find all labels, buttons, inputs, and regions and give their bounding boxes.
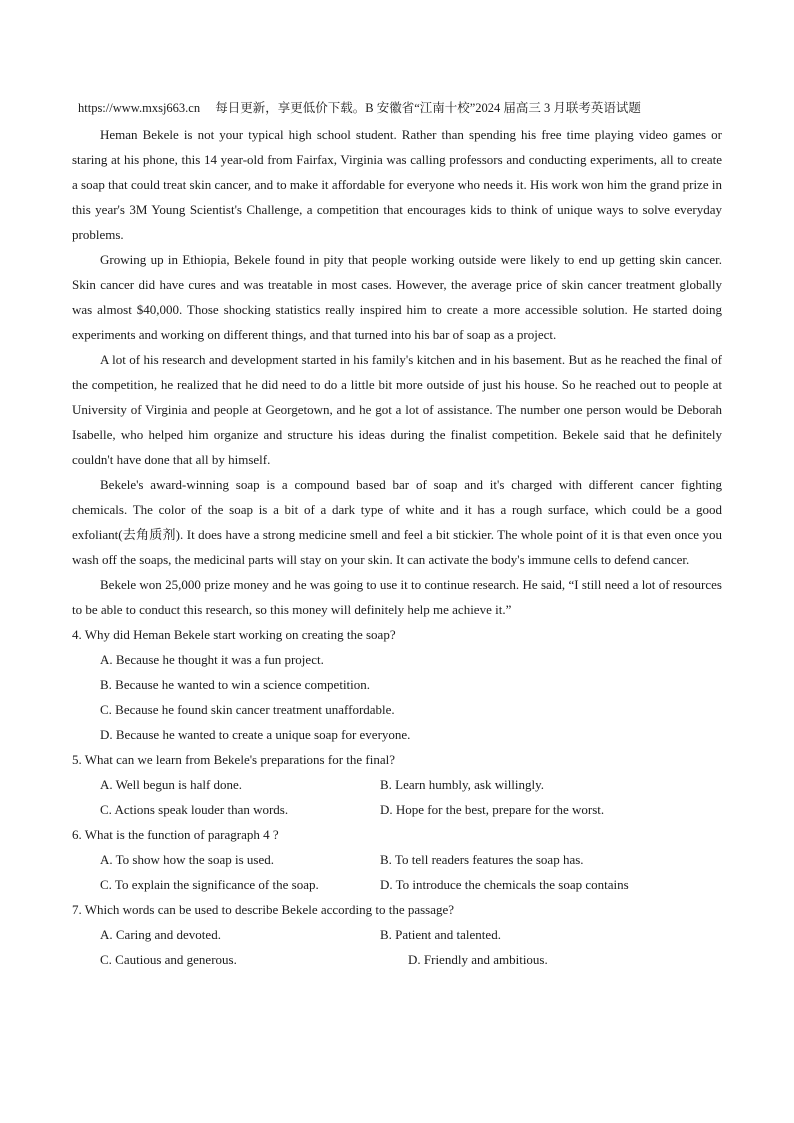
question-stem: 5. What can we learn from Bekele's preparations for the final? [72, 752, 395, 767]
option-d: D. Hope for the best, prepare for the worst. [380, 802, 605, 817]
options-row [72, 947, 722, 972]
header-site-url[interactable]: https://www.mxsj663.cn [78, 101, 201, 115]
question-4 [72, 622, 722, 747]
question-stem: 7. Which words can be used to describe Bekele according to the passage? [72, 902, 455, 917]
page-header [78, 100, 728, 116]
option-b: B. Because he wanted to win a science competition. [100, 677, 371, 692]
option-a: A. Because he thought it was a fun project. [100, 652, 324, 667]
options-row [72, 847, 722, 872]
question-6 [72, 822, 722, 897]
question-5 [72, 747, 722, 822]
header-title: 每日更新，享更低价下载。B 安徽省“江南十校”2024 届高三 3 月联考英语试题 [215, 101, 641, 115]
passage-paragraph-5: Bekele won 25,000 prize money and he was going to use it to continue research. He said, “I still need a lot of resources to be able to conduct this research, so this money will definitely help me achieve it.” [72, 577, 722, 617]
question-stem: 6. What is the function of paragraph 4 ? [72, 827, 279, 842]
passage-paragraph-2: Growing up in Ethiopia, Bekele found in pity that people working outside were likely to end up getting skin cancer. Skin cancer did have cures and was treatable in most cases. However, the average price of skin cancer treatment globally was almost $40,000. Those shocking statistics really inspired him to create a more accessible solution. He started doing experiments and working on different things, and that turned into his bar of soap as a project. [72, 252, 722, 342]
passage-paragraph-3: A lot of his research and development started in his family's kitchen and in his basement. But as he reached the final of the competition, he realized that he did need to do a little bit more outside of just his house. So he reached out to people at University of Virginia and people at Georgetown, and he got a lot of assistance. The number one person would be Deborah Isabelle, who helped him organize and structure his ideas during the finalist competition. Bekele said that he definitely couldn't have done that all by himself. [72, 352, 722, 467]
options-row [72, 872, 722, 897]
option-d: D. Friendly and ambitious. [408, 952, 548, 967]
option-a: A. Well begun is half done. [100, 777, 243, 792]
question-stem: 4. Why did Heman Bekele start working on creating the soap? [72, 627, 396, 642]
option-b: B. To tell readers features the soap has. [380, 852, 584, 867]
option-d: D. Because he wanted to create a unique soap for everyone. [100, 727, 411, 742]
option-b: B. Patient and talented. [380, 927, 501, 942]
passage-paragraph-4: Bekele's award-winning soap is a compound based bar of soap and it's charged with different cancer fighting chemicals. The color of the soap is a bit of a dark type of white and it has a rough surface, which could be a good exfoliant(去角质剂). It does have a strong medicine smell and feel a bit stickier. The whole point of it is that even once you wash off the soaps, the medicinal parts will stay on your skin. It can activate the body's immune cells to defend cancer. [72, 477, 722, 567]
option-a: A. Caring and devoted. [100, 927, 221, 942]
question-7 [72, 897, 722, 972]
options-row [72, 797, 722, 822]
passage-paragraph-1: Heman Bekele is not your typical high school student. Rather than spending his free time playing video games or staring at his phone, this 14 year-old from Fairfax, Virginia was calling professors and conducting experiments, all to create a soap that could treat skin cancer, and to make it affordable for everyone who needs it. His work won him the grand prize in this year's 3M Young Scientist's Challenge, a competition that encourages kids to think of unique ways to solve everyday problems. [72, 127, 722, 242]
option-c: C. Actions speak louder than words. [100, 802, 289, 817]
option-a: A. To show how the soap is used. [100, 852, 274, 867]
option-b: B. Learn humbly, ask willingly. [380, 777, 545, 792]
option-d: D. To introduce the chemicals the soap contains [380, 877, 629, 892]
option-c: C. Because he found skin cancer treatment unaffordable. [100, 702, 395, 717]
options-row [72, 772, 722, 797]
option-c: C. Cautious and generous. [100, 952, 237, 967]
exam-content [72, 122, 722, 972]
option-c: C. To explain the significance of the soap. [100, 877, 319, 892]
reading-passage [72, 122, 722, 622]
options-row [72, 922, 722, 947]
